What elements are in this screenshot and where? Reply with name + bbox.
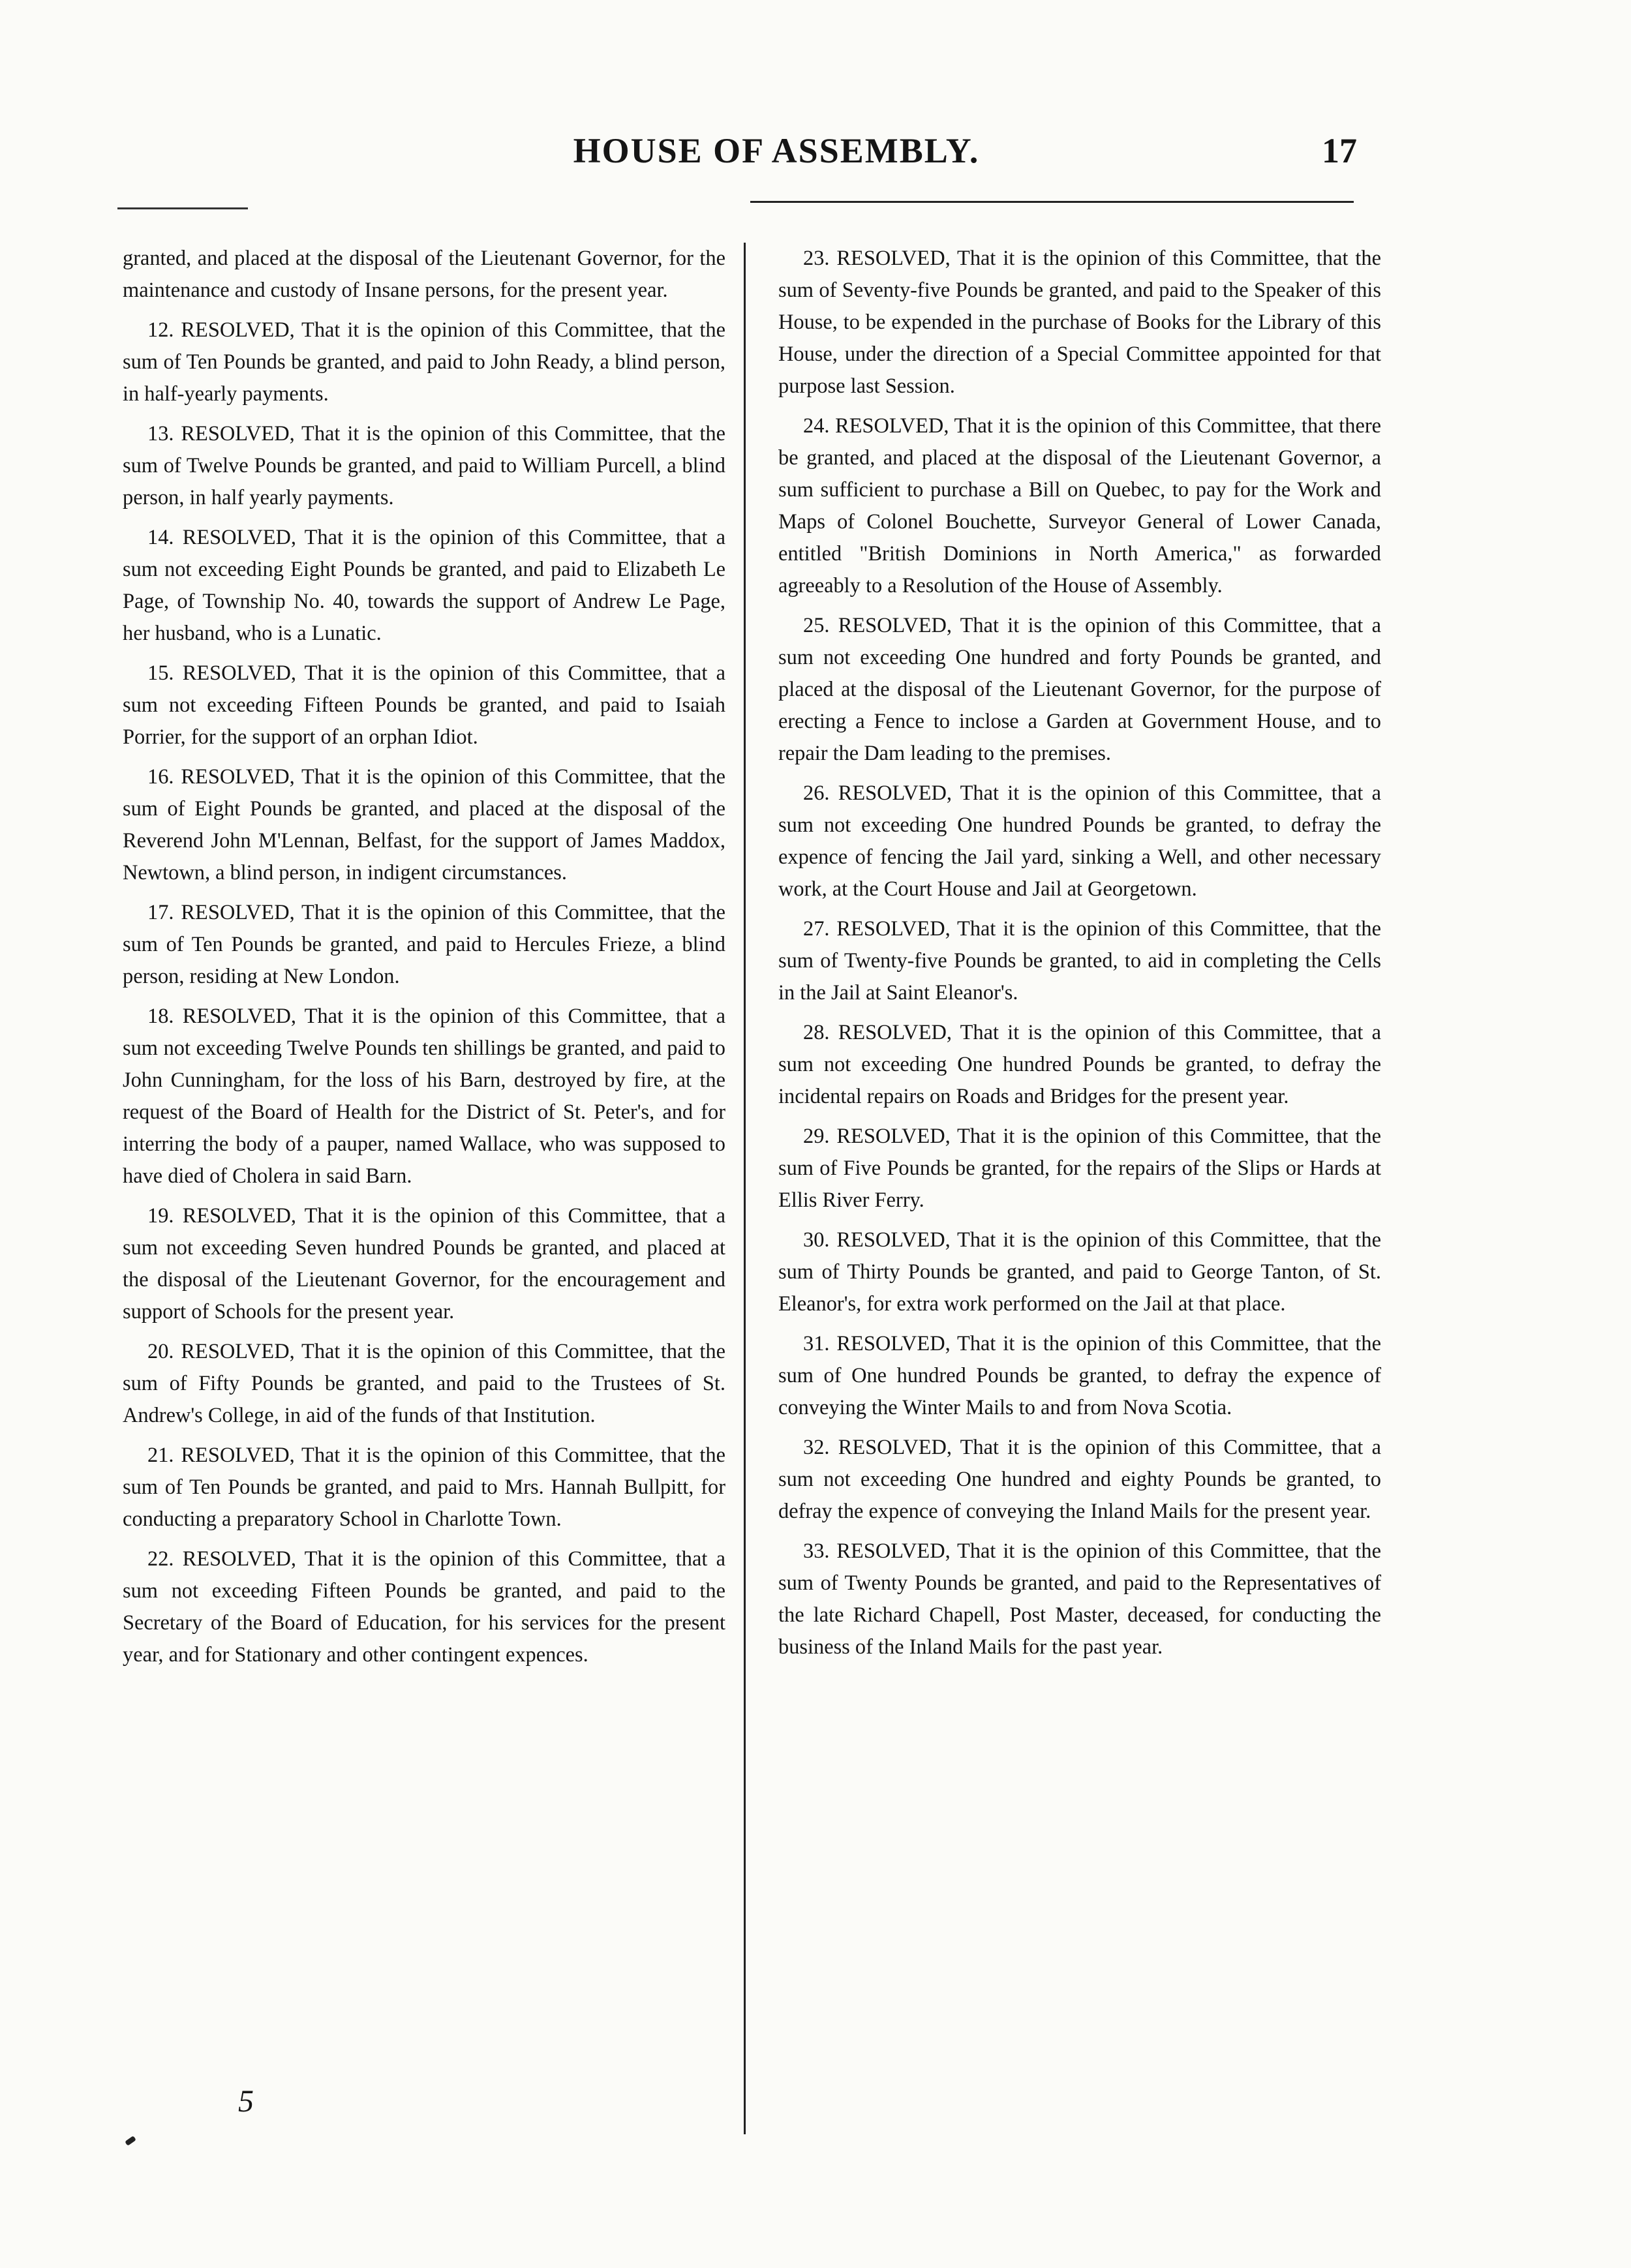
resolution-14: 14. RESOLVED, That it is the opinion of this Committee, that a sum not exceeding Eight Pounds be granted, and paid to Elizabeth Le Page, of Township No. 40, towards the support of Andrew Le Page, her husband, who is a Lunatic. [123, 526, 725, 645]
resolution-33: 33. RESOLVED, That it is the opinion of this Committee, that the sum of Twenty Pounds be granted, and paid to the Representatives of the late Richard Chapell, Post Master, deceased, for conducting the business of the Inland Mails for the past year. [778, 1539, 1381, 1659]
resolution-18: 18. RESOLVED, That it is the opinion of this Committee, that a sum not exceeding Twelve Pounds ten shillings be granted, and paid to John Cunningham, for the loss of his Barn, destroyed by fire, at the request of the Board of Health for the District of St. Peter's, and for interring the body of a pauper, named Wallace, who was supposed to have died of Cholera in said Barn. [123, 1005, 725, 1188]
resolution-22: 22. RESOLVED, That it is the opinion of this Committee, that a sum not exceeding Fifteen Pounds be granted, and paid to the Secretary of the Board of Education, for his services for the present year, and for Stationary and other contingent expences. [123, 1547, 725, 1667]
resolution-12: 12. RESOLVED, That it is the opinion of this Committee, that the sum of Ten Pounds be granted, and paid to John Ready, a blind person, in half-yearly payments. [123, 318, 725, 406]
resolution-27: 27. RESOLVED, That it is the opinion of this Committee, that the sum of Twenty-five Pounds be granted, to aid in completing the Cells in the Jail at Saint Eleanor's. [778, 917, 1381, 1005]
header-rule [750, 201, 1354, 203]
resolution-30: 30. RESOLVED, That it is the opinion of this Committee, that the sum of Thirty Pounds be granted, and paid to George Tanton, of St. Eleanor's, for extra work performed on the Jail at that place. [778, 1228, 1381, 1316]
resolution-24: 24. RESOLVED, That it is the opinion of this Committee, that there be granted, and placed at the disposal of the Lieutenant Governor, a sum sufficient to purchase a Bill on Quebec, to pay for the Work and Maps of Colonel Bouchette, Surveyor General of Lower Canada, entitled "British Dominions in North America," as forwarded agreeably to a Resolution of the House of Assembly. [778, 414, 1381, 597]
paragraph-continuation: granted, and placed at the disposal of the Lieutenant Governor, for the maintenance and custody of Insane persons, for the present year. [123, 247, 725, 302]
right-column [778, 243, 1381, 1671]
page-number: 17 [1322, 131, 1357, 170]
header-rule-short [117, 207, 248, 209]
resolution-17: 17. RESOLVED, That it is the opinion of this Committee, that the sum of Ten Pounds be granted, and paid to Hercules Frieze, a blind person, residing at New London. [123, 901, 725, 988]
signature-mark: 5 [238, 2084, 254, 2119]
resolution-26: 26. RESOLVED, That it is the opinion of this Committee, that a sum not exceeding One hundred Pounds be granted, to defray the expence of fencing the Jail yard, sinking a Well, and other necessary work, at the Court House and Jail at Georgetown. [778, 781, 1381, 901]
ink-mark [125, 2136, 136, 2146]
resolution-20: 20. RESOLVED, That it is the opinion of this Committee, that the sum of Fifty Pounds be granted, and paid to the Trustees of St. Andrew's College, in aid of the funds of that Institution. [123, 1340, 725, 1427]
resolution-28: 28. RESOLVED, That it is the opinion of this Committee, that a sum not exceeding One hundred Pounds be granted, to defray the incidental repairs on Roads and Bridges for the present year. [778, 1021, 1381, 1108]
left-column [123, 243, 725, 1679]
resolution-25: 25. RESOLVED, That it is the opinion of this Committee, that a sum not exceeding One hundred and forty Pounds be granted, and placed at the disposal of the Lieutenant Governor, for the purpose of erecting a Fence to inclose a Garden at Government House, and to repair the Dam leading to the premises. [778, 614, 1381, 765]
resolution-19: 19. RESOLVED, That it is the opinion of this Committee, that a sum not exceeding Seven hundred Pounds be granted, and placed at the disposal of the Lieutenant Governor, for the encouragement and support of Schools for the present year. [123, 1204, 725, 1323]
resolution-21: 21. RESOLVED, That it is the opinion of this Committee, that the sum of Ten Pounds be granted, and paid to Mrs. Hannah Bullpitt, for conducting a preparatory School in Charlotte Town. [123, 1444, 725, 1531]
resolution-29: 29. RESOLVED, That it is the opinion of this Committee, that the sum of Five Pounds be granted, for the repairs of the Slips or Hards at Ellis River Ferry. [778, 1125, 1381, 1212]
resolution-32: 32. RESOLVED, That it is the opinion of this Committee, that a sum not exceeding One hundred and eighty Pounds be granted, to defray the expence of conveying the Inland Mails for the present year. [778, 1436, 1381, 1523]
resolution-15: 15. RESOLVED, That it is the opinion of this Committee, that a sum not exceeding Fifteen Pounds be granted, and paid to Isaiah Porrier, for the support of an orphan Idiot. [123, 661, 725, 749]
resolution-16: 16. RESOLVED, That it is the opinion of this Committee, that the sum of Eight Pounds be granted, and placed at the disposal of the Reverend John M'Lennan, Belfast, for the support of James Maddox, Newtown, a blind person, in indigent circumstances. [123, 765, 725, 885]
resolution-31: 31. RESOLVED, That it is the opinion of this Committee, that the sum of One hundred Pounds be granted, to defray the expence of conveying the Winter Mails to and from Nova Scotia. [778, 1332, 1381, 1419]
running-title: HOUSE OF ASSEMBLY. [573, 131, 980, 170]
column-divider [744, 243, 746, 2134]
resolution-23: 23. RESOLVED, That it is the opinion of this Committee, that the sum of Seventy-five Pounds be granted, and paid to the Speaker of this House, to be expended in the purchase of Books for the Library of this House, under the direction of a Special Committee appointed for that purpose last Session. [778, 247, 1381, 398]
page-header [0, 130, 1631, 183]
resolution-13: 13. RESOLVED, That it is the opinion of this Committee, that the sum of Twelve Pounds be granted, and paid to William Purcell, a blind person, in half yearly payments. [123, 422, 725, 509]
